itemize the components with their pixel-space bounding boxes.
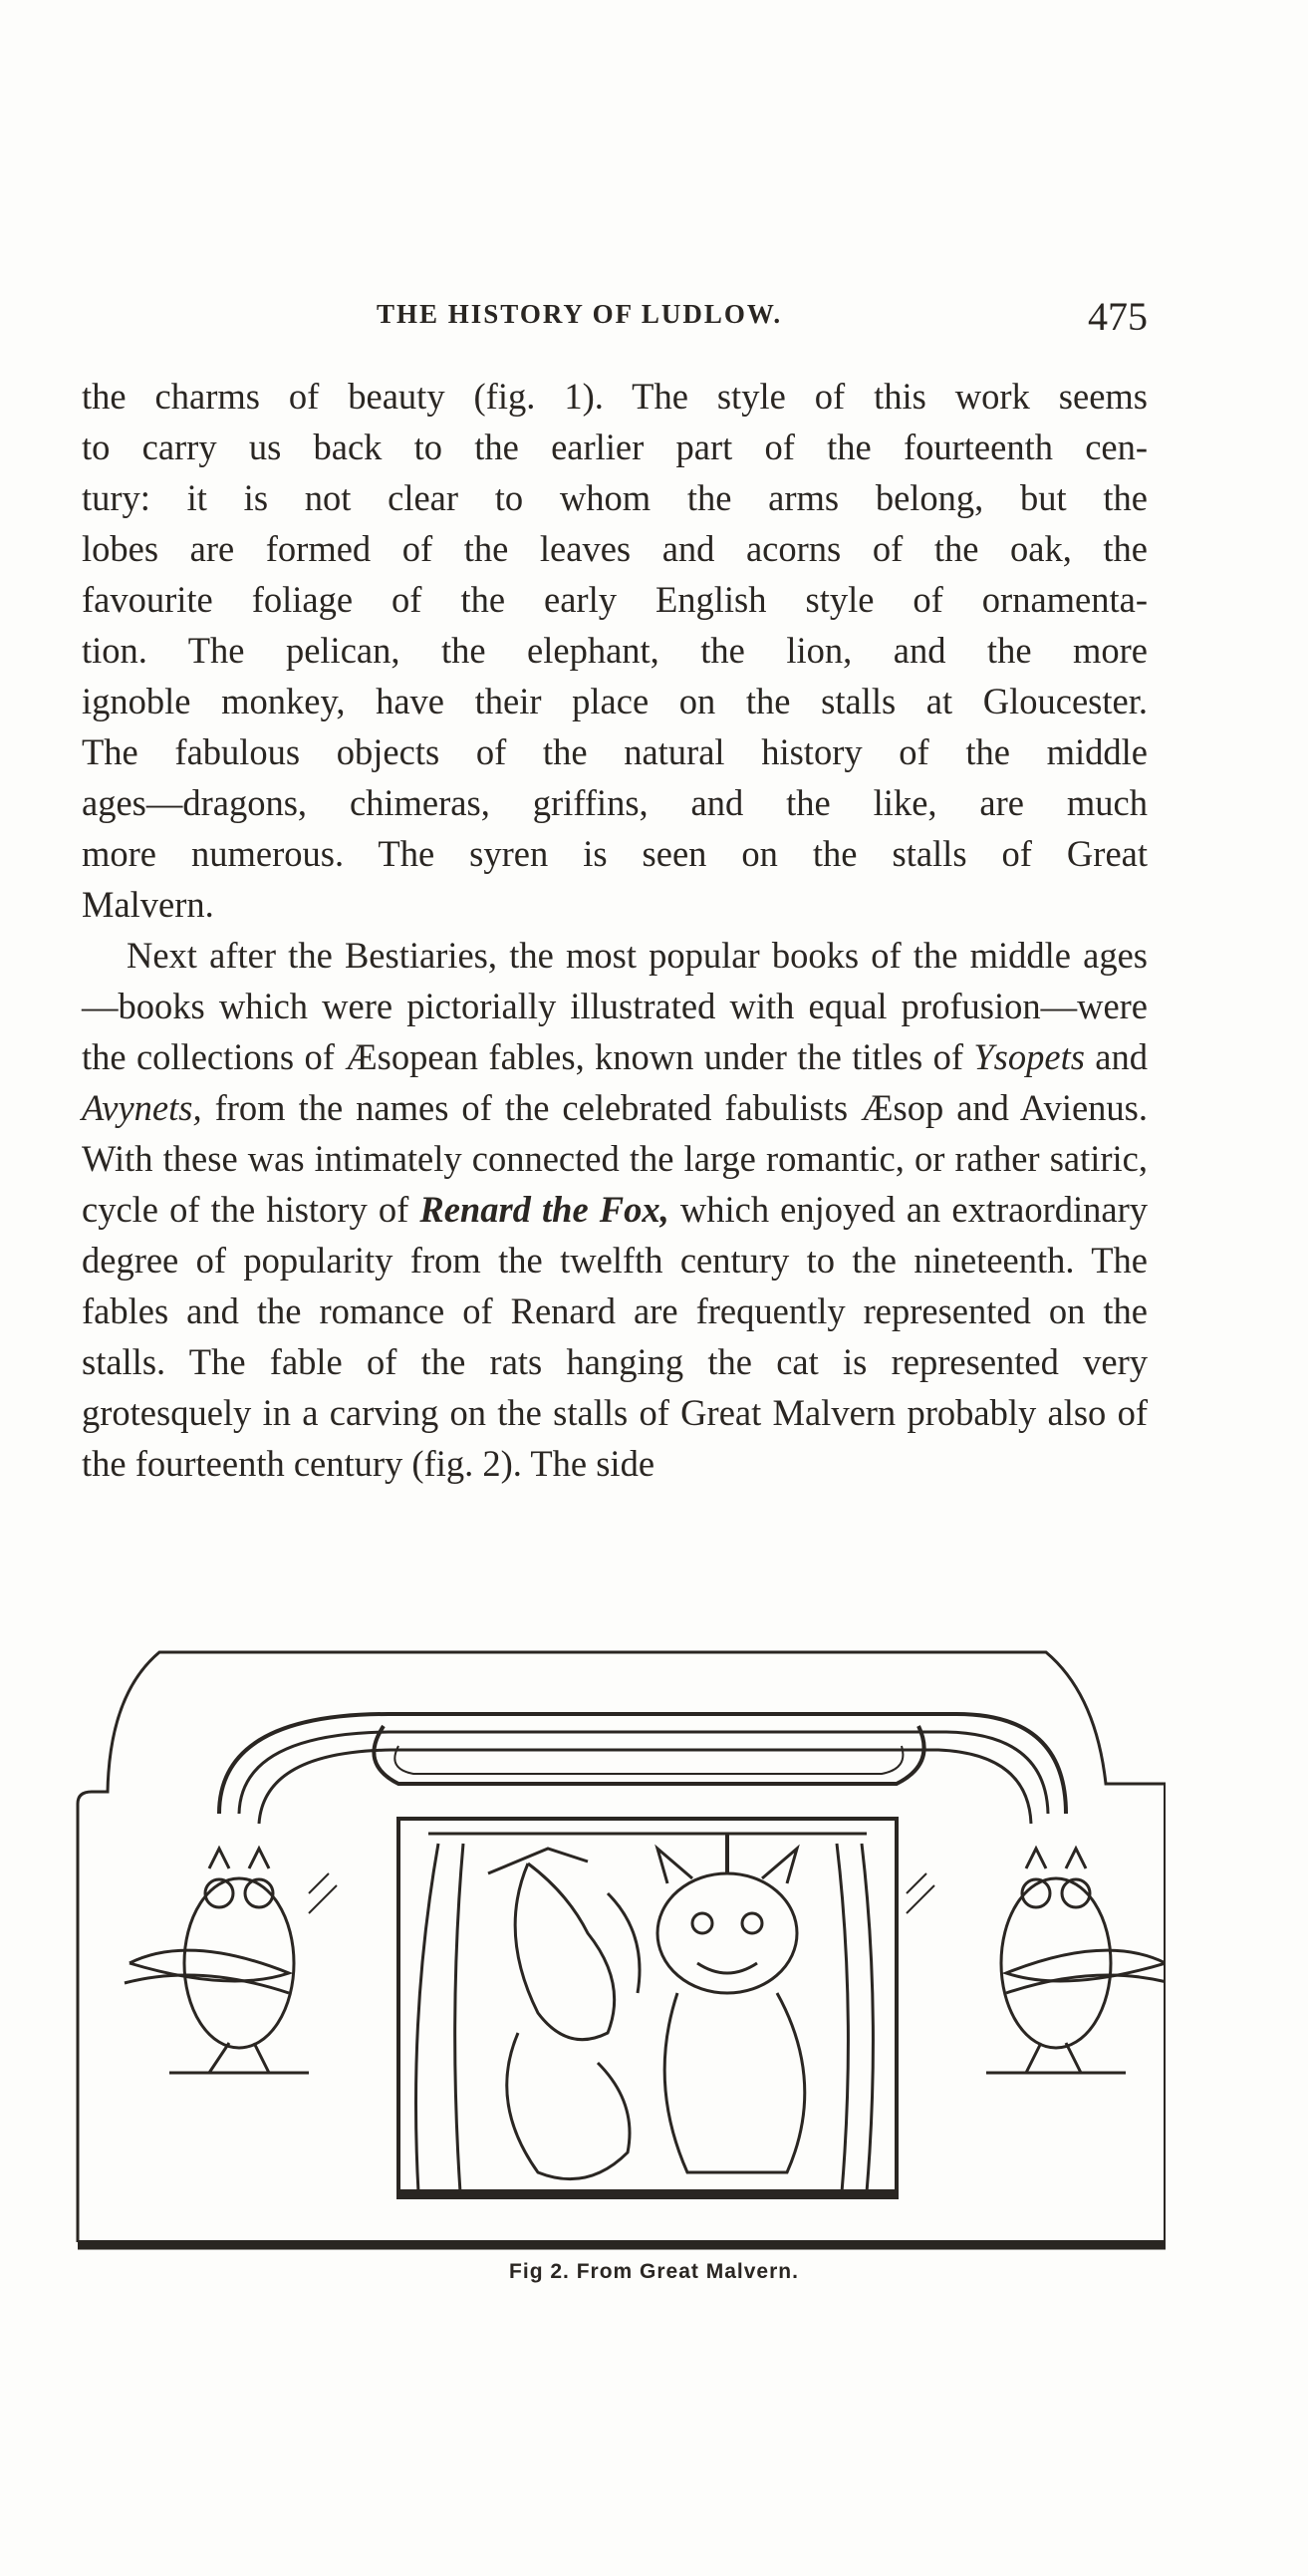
figure-engraving <box>70 1634 1166 2252</box>
running-head <box>82 293 1148 337</box>
text-line: lobes are formed of the leaves and acorns of the oak, the <box>82 528 1148 569</box>
text-line: more numerous. The syren is seen on the stalls of Great <box>82 833 1148 874</box>
paragraph-1 <box>82 371 1148 930</box>
text-run: Next after the Bestiaries, the most popular books of the middle ages—books which were pictorially illustrated with equal profusion—were the collections of Æsopean fables, known under the titles of <box>82 935 1148 1077</box>
text-line: ages—dragons, chimeras, griffins, and the like, are much <box>82 782 1148 823</box>
text-run: which enjoyed an extraordinary degree of popularity from the twelfth century to the nineteenth. The fables and the romance of Renard are frequently represented on the stalls. The fable of the rats hanging the cat is represented very grotesquely in a carving on the stalls of Great Malvern probably also of the fourteenth century (fig. 2). The side <box>82 1189 1148 1484</box>
text-line: tion. The pelican, the elephant, the lion, and the more <box>82 630 1148 671</box>
owl-left <box>125 1849 309 2073</box>
italic-title-avynets: Avynets, <box>82 1087 202 1128</box>
running-title: THE HISTORY OF LUDLOW. <box>377 299 783 329</box>
text-run: from the names of the celebrated fabulists Æsop and Avienus. With these was intimately connected the large romantic, or rather satiric, cycle of the history of <box>82 1087 1148 1230</box>
text-line: the charms of beauty (fig. 1). The style of this work seems <box>82 376 1148 417</box>
owl-right <box>986 1849 1166 2073</box>
text-line: The fabulous objects of the natural history of the middle <box>82 731 1148 772</box>
text-line: ignoble monkey, have their place on the stalls at Gloucester. <box>82 681 1148 721</box>
text-line: to carry us back to the earlier part of the fourteenth cen- <box>82 427 1148 467</box>
italic-title-ysopets: Ysopets <box>973 1036 1085 1077</box>
paragraph-2 <box>82 930 1148 1489</box>
text-run: and <box>1084 1036 1148 1077</box>
text-line: Malvern. <box>82 884 214 925</box>
figure-caption: Fig 2. From Great Malvern. <box>509 2260 799 2283</box>
frame-border <box>78 1784 1166 2242</box>
page-number: 475 <box>1088 294 1148 339</box>
text-line: tury: it is not clear to whom the arms belong, but the <box>82 477 1148 518</box>
body-text <box>82 371 1148 1489</box>
text-line: favourite foliage of the early English style of ornamenta- <box>82 579 1148 620</box>
misericord-carving-illustration <box>70 1634 1166 2252</box>
italic-title-renard: Renard the Fox, <box>419 1189 669 1230</box>
